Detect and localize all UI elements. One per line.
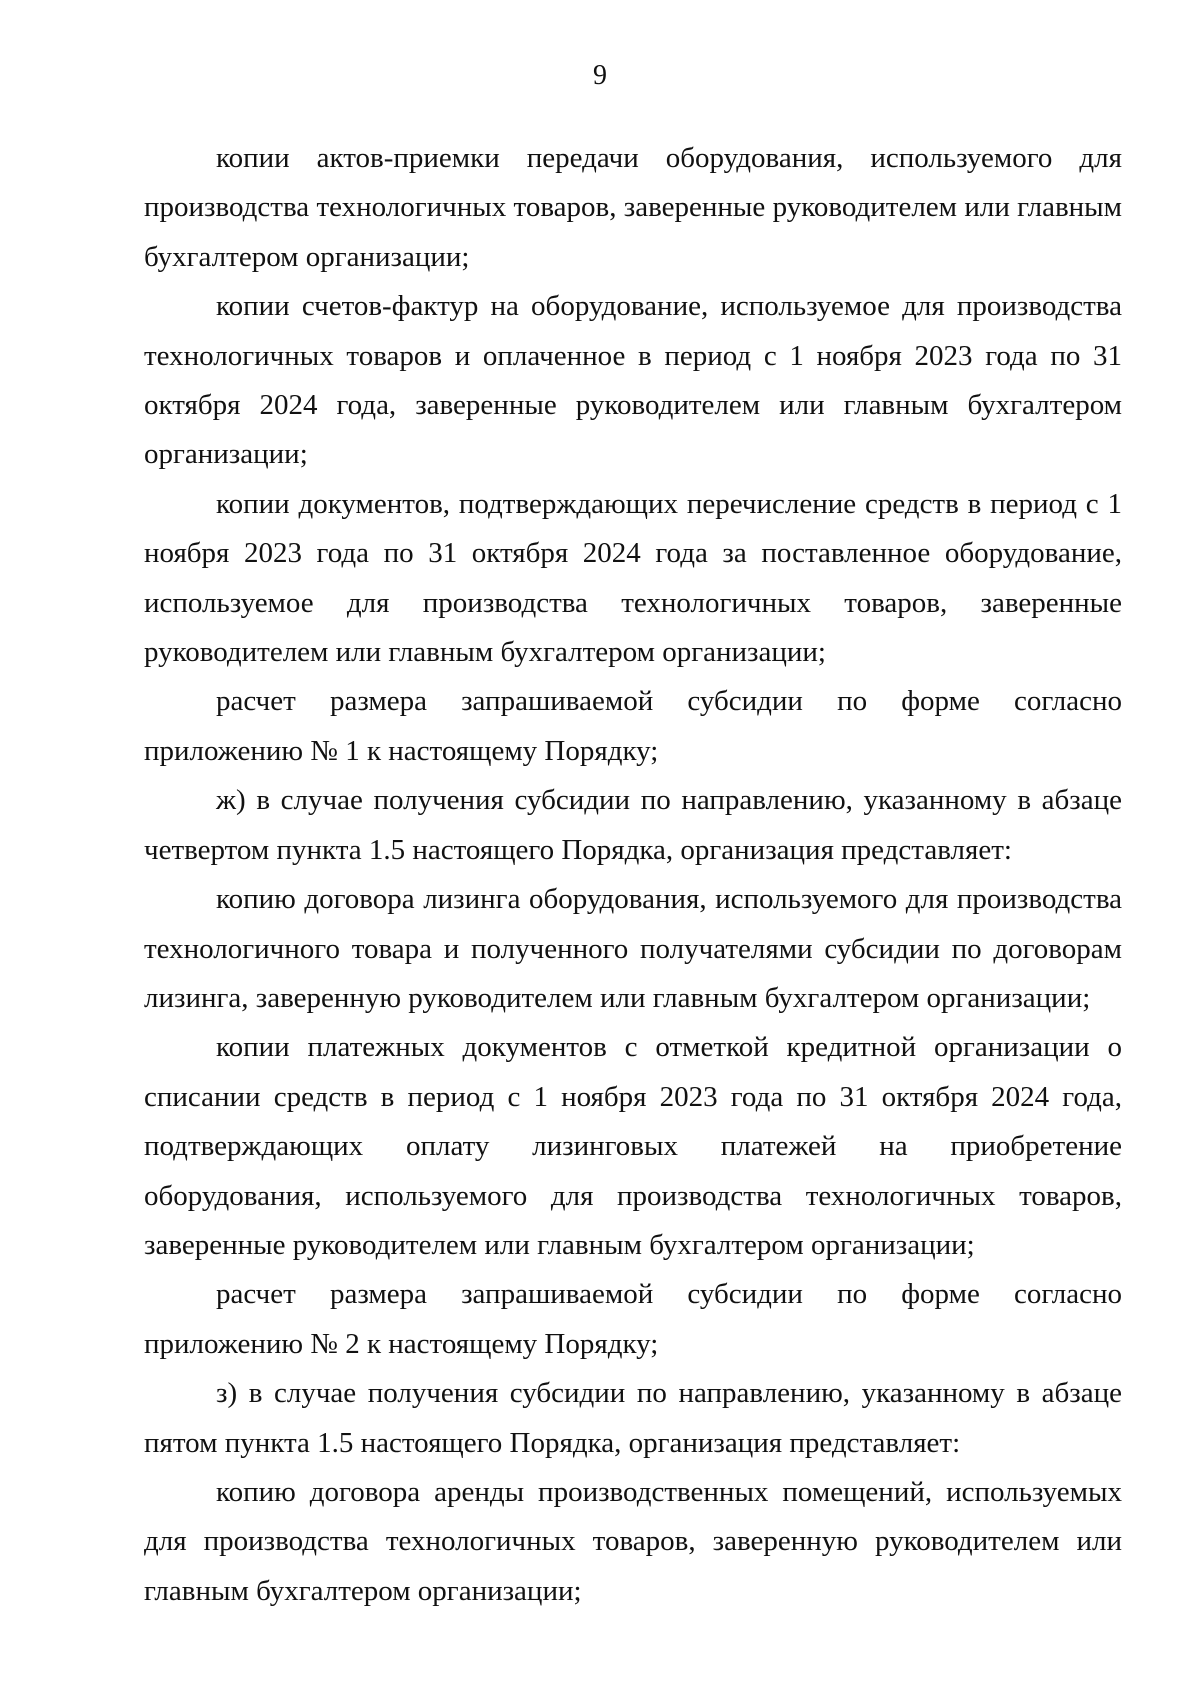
paragraph-invoices-copies: копии счетов-фактур на оборудование, используемое для производства технологичных товаров и оплаченное в период с 1 ноября 2023 года по 31 октября 2024 года, заверенные руководителем или главным бухгалтером организации;	[144, 290, 1122, 471]
paragraph-subsidy-calculation-1: расчет размера запрашиваемой субсидии по форме согласно приложению № 1 к настоящему Порядку;	[144, 685, 1122, 767]
paragraph-item-z: з) в случае получения субсидии по направлению, указанному в абзаце пятом пункта 1.5 настоящего Порядка, организация представляет:	[144, 1377, 1122, 1459]
page-number: 9	[593, 60, 607, 91]
paragraph-item-zh: ж) в случае получения субсидии по направлению, указанному в абзаце четвертом пункта 1.5 настоящего Порядка, организация представляет:	[144, 784, 1122, 866]
paragraph-payment-documents: копии документов, подтверждающих перечисление средств в период с 1 ноября 2023 года по 31 октября 2024 года за поставленное оборудование, используемое для производства технологичных товаров, заверенные руководителем или главным бухгалтером организации;	[144, 487, 1122, 669]
paragraph-subsidy-calculation-2: расчет размера запрашиваемой субсидии по форме согласно приложению № 2 к настоящему Порядку;	[144, 1278, 1122, 1360]
paragraph-acts-copies: копии актов-приемки передачи оборудования, используемого для производства технологичных товаров, заверенные руководителем или главным бухгалтером организации;	[144, 142, 1122, 273]
paragraph-lease-agreement: копию договора аренды производственных помещений, используемых для производства технологичных товаров, заверенную руководителем или главным бухгалтером организации;	[144, 1475, 1122, 1607]
paragraph-leasing-payments: копии платежных документов с отметкой кредитной организации о списании средств в период с 1 ноября 2023 года по 31 октября 2024 года, подтверждающих оплату лизинговых платежей на приобретение оборудования, используемого для производства технологичных товаров, заверенные руководителем или главным бухгалтером организации;	[144, 1031, 1122, 1261]
document-body	[144, 134, 1122, 1616]
paragraph-leasing-contract: копию договора лизинга оборудования, используемого для производства технологичного товара и полученного получателями субсидии по договорам лизинга, заверенную руководителем или главным бухгалтером организации;	[144, 883, 1122, 1014]
